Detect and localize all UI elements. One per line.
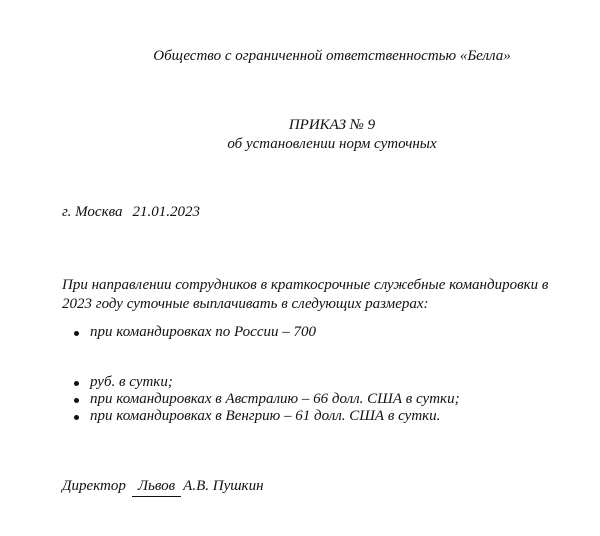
order-date: 21.01.2023 — [132, 204, 201, 220]
list-item: при командировках в Австралию – 66 долл. США в сутки; — [90, 391, 460, 407]
list-item: руб. в сутки; — [90, 374, 173, 390]
list-item: при командировках по России – 700 — [90, 324, 316, 340]
signer-name: А.В. Пушкин — [183, 478, 264, 494]
place: г. Москва — [62, 204, 123, 220]
signature-line — [62, 478, 264, 497]
organization-name: Общество с ограниченной ответственностью «Белла» — [153, 48, 511, 64]
order-subtitle: об установлении норм суточных — [227, 136, 437, 152]
signature: Львов — [132, 478, 181, 497]
order-paragraph: При направлении сотрудников в краткосрочные служебные командировки в 2023 году суточные выплачивать в следующих размерах: — [62, 277, 549, 312]
list-item: при командировках в Венгрию – 61 долл. США в сутки. — [90, 408, 441, 424]
signer-position: Директор — [62, 478, 126, 494]
place-date-line — [62, 204, 200, 221]
order-title: ПРИКАЗ № 9 — [288, 117, 376, 133]
